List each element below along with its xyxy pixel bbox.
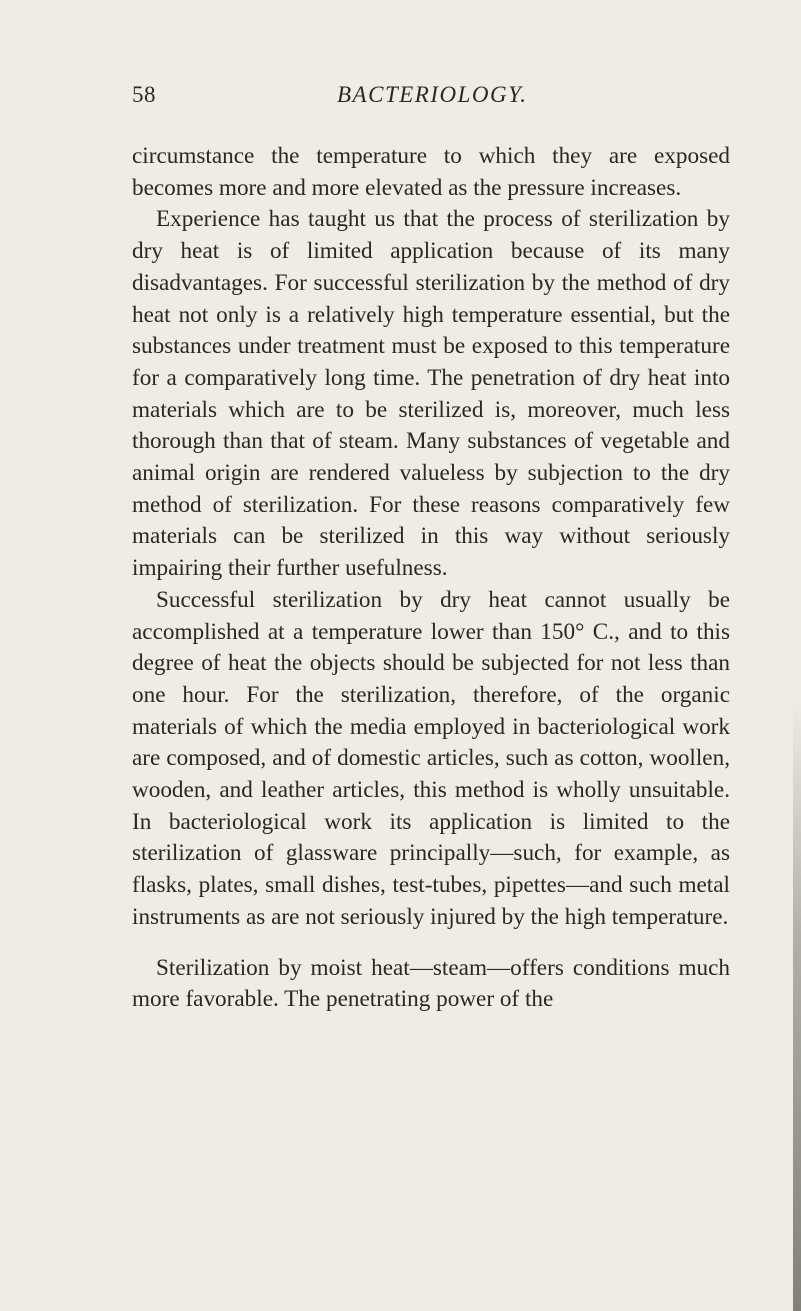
body-text xyxy=(132,141,730,1016)
paragraph-4: Sterilization by moist heat—steam—offers conditions much more favorable. The penetrating power of the xyxy=(132,954,730,1013)
page-number: 58 xyxy=(132,82,156,107)
paragraph-2: Experience has taught us that the process of sterilization by dry heat is of limited application because of its many disadvantages. For successful sterilization by the method of dry heat not only is a relatively high temperature essential, but the substances under treatment must be exposed to this temperature for a comparatively long time. The penetration of dry heat into materials which are to be sterilized is, moreover, much less thorough than that of steam. Many substances of vegetable and animal origin are rendered valueless by subjection to the dry method of sterilization. For these reasons comparatively few materials can be sterilized in this way without seriously impairing their further usefulness. xyxy=(132,206,730,582)
paragraph-3: Successful sterilization by dry heat cannot usually be accomplished at a temperature lower than 150° C., and to this degree of heat the objects should be subjected for not less than one hour. For the sterilization, therefore, of the organic materials of which the media employed in bacteriological work are composed, and of domestic articles, such as cotton, woollen, wooden, and leather articles, this method is wholly unsuitable. In bacteriological work its application is limited to the sterilization of glassware principally—such, for example, as flasks, plates, small dishes, test-tubes, pipettes—and such metal instruments as are not seriously injured by the high temperature. xyxy=(132,586,730,930)
page-header xyxy=(132,82,752,112)
running-title: BACTERIOLOGY. xyxy=(337,82,528,107)
page-edge-shadow xyxy=(793,700,801,1311)
paragraph-1: circumstance the temperature to which they are exposed becomes more and more elevated as the pressure increases. xyxy=(132,143,730,201)
